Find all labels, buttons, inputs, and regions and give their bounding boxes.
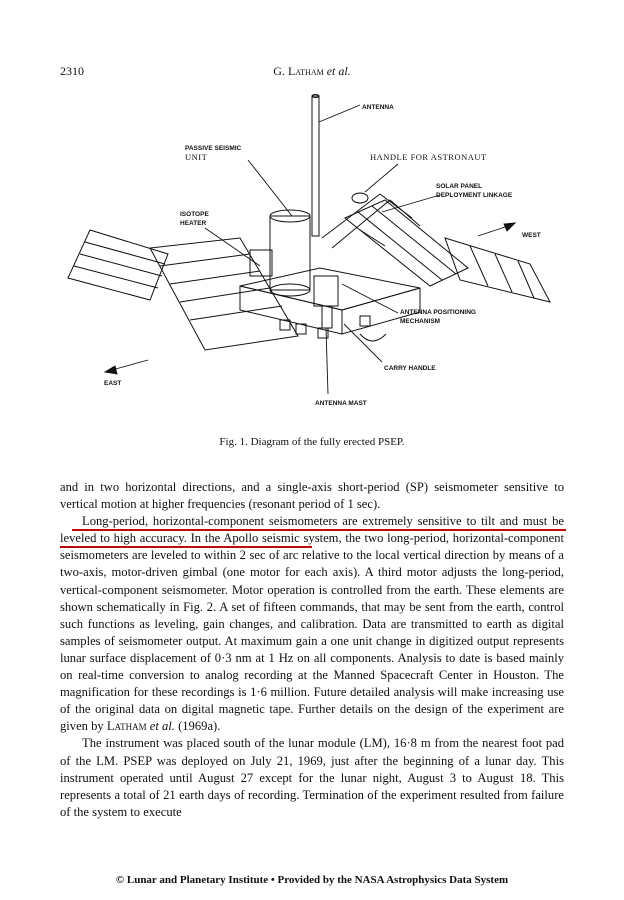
seismic-unit-cylinder [270,216,310,290]
running-head-prefix: G. [273,64,288,78]
label-passive-seismic-line2: UNIT [185,152,208,162]
right-solar-panel-front [445,238,550,302]
label-west: WEST [522,232,541,239]
label-passive-seismic-line1: PASSIVE SEISMIC [185,145,242,152]
label-isotope-line2: HEATER [180,220,207,227]
page-number: 2310 [60,64,84,78]
figure-caption: Fig. 1. Diagram of the fully erected PSEP. [219,436,405,448]
antenna-mast-rod [312,96,319,236]
paragraph-2 [60,513,564,735]
citation-year: (1969a). [174,719,221,734]
label-east: EAST [104,380,122,387]
footer-attribution: © Lunar and Planetary Institute • Provided by the NASA Astrophysics Data System [115,874,509,886]
psep-diagram [60,88,570,418]
running-head-surname: Latham [287,64,324,78]
label-solar-panel-line2: DEPLOYMENT LINKAGE [436,192,513,199]
body-text [60,479,564,821]
base-box [240,268,420,310]
carry-handle-shape [360,334,386,341]
label-solar-panel-line1: SOLAR PANEL [436,183,483,190]
label-handle-for-astronaut: HANDLE FOR ASTRONAUT [370,152,487,162]
citation-author: Latham [106,719,147,734]
label-isotope-line1: ISOTOPE [180,211,209,218]
paragraph-3: The instrument was placed south of the lunar module (LM), 16·8 m from the nearest foot pad of the LM. PSEP was deployed on July 21, 1969, just after the beginning of a lunar day. This instrument operated until August 27 except for the lunar night, August 3 to August 18. This represents a total of 21 earth days of recording. Termination of the experiment resulted from failure of the system to execute [60,736,564,819]
highlighted-sentence: Long-period, horizontal-component seismometers are extremely sensitive to tilt and must be leveled to high accuracy. [60,514,564,546]
paragraph-1: and in two horizontal directions, and a single-axis short-period (SP) seismometer sensitive to vertical motion at higher frequencies (resonant period of 1 sec). [60,480,564,512]
label-antenna-mast: ANTENNA MAST [315,400,367,407]
citation-etal: et al. [146,719,175,734]
running-head-etal: et al. [323,64,351,78]
label-antenna-positioning-line1: ANTENNA POSITIONING [400,309,476,316]
label-carry-handle: CARRY HANDLE [384,365,436,372]
right-solar-panel-back [345,200,468,286]
running-head [0,64,624,79]
paragraph-2-text: In the Apollo seismic system, the two long-period, horizontal-component seismometers are leveled to within 2 sec of arc relative to the local vertical direction by means of a two-axis, motor-driven gimbal (one motor for each axis). A third motor adjusts the long-period, vertical-component seismometer. Motor operation is controlled from the earth. These elements are shown schematically in Fig. 2. A set of fifteen commands, that may be sent from the earth, control such functions as leveling, gain changes, and calibration. Data are transmitted to earth as digital samples of seismometer output. At maximum gain a one unit change in digitized output represents lunar surface displacement of 0·3 nm at 1 Hz on all components. Analysis to date is based mainly on real-time conversion to analog recording at the Manned Spacecraft Center in Houston. The magnification for these recordings is 1·6 million. Future detailed analysis will make increasing use of the original data on digital magnetic tape. Further details on the design of the experiment are given by [60,531,564,734]
astronaut-handle [352,193,368,203]
label-antenna-positioning-line2: MECHANISM [400,318,441,325]
left-solar-panel-back [68,230,168,300]
label-antenna: ANTENNA [362,104,394,111]
